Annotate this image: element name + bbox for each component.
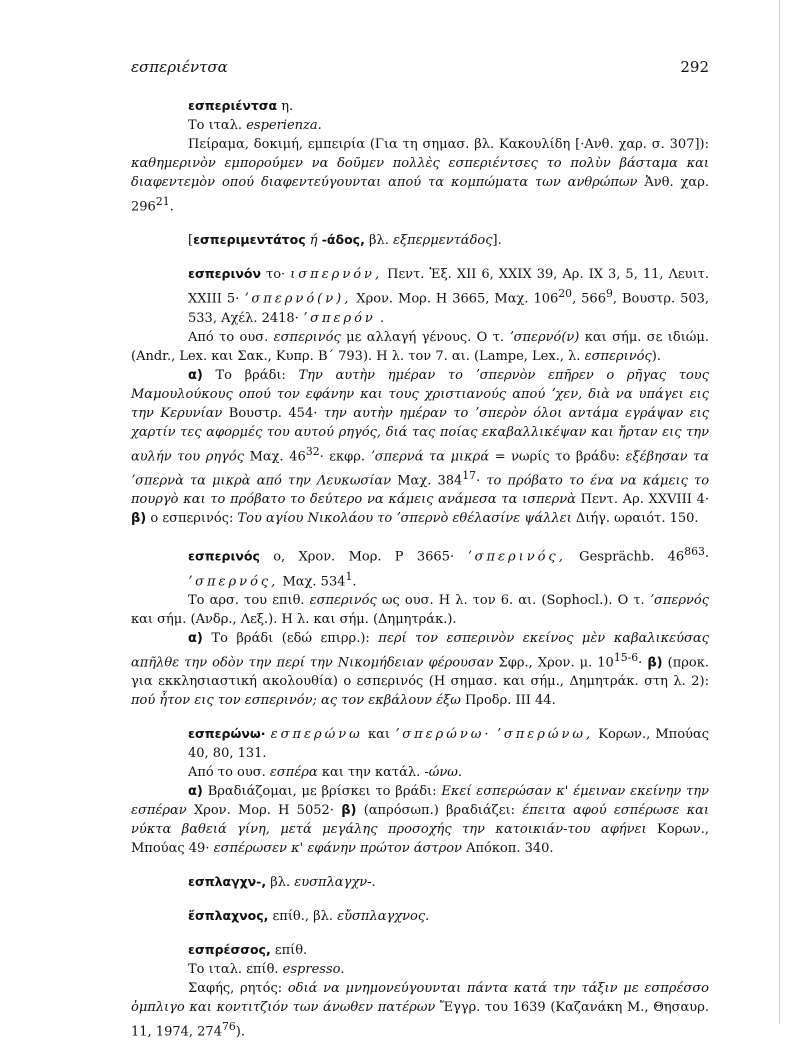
citation: · εκφρ. [319, 448, 371, 464]
variant-form: ʼσπερινός, [467, 549, 566, 565]
etymology-word: ʼσπερνό(ν) [509, 329, 580, 345]
headword-variant: -άδος, [321, 232, 365, 248]
punct: . [169, 199, 174, 215]
etymology-text: Το ιταλ. επίθ. [188, 962, 283, 978]
sense-marker-beta: β) [131, 511, 147, 527]
cross-ref-label: επίθ., βλ. [268, 909, 338, 925]
running-title: εσπεριέντσα [131, 58, 228, 76]
punct: . [375, 310, 385, 326]
variant-form: ʼσπερώνω· [395, 727, 492, 743]
dictionary-column [131, 96, 709, 1056]
etymology [131, 328, 709, 366]
etymology-word: -ώνω. [424, 765, 463, 781]
citation-sup: 21 [155, 195, 170, 208]
etymology [131, 116, 709, 135]
sense-definition: (προκ. για εκκλησιαστική ακολουθία) ο εσπερινός (Η σημασ. και σήμ., Δημητράκ. στη λ. 2): [131, 655, 709, 690]
citation: ο, Χρον. Μορ. Ρ 3665· [259, 549, 468, 565]
citation: Μαχ. 384 [391, 473, 463, 489]
connector: ή [305, 233, 322, 249]
sense-marker-alpha: α) [188, 784, 203, 800]
citation: Μαχ. 534 [278, 573, 346, 589]
citation: , 566 [572, 291, 606, 307]
entry-headline [188, 264, 709, 327]
cross-ref-word: ευσπλαγχν-. [294, 875, 376, 891]
citation: Διήγ. ωραιότ. 150. [571, 511, 699, 527]
entry-esplachnos [131, 906, 709, 926]
etymology-text: Από το ουσ. [188, 765, 270, 781]
senses [131, 366, 709, 529]
cross-ref-label: βλ. [266, 875, 295, 891]
variant-form: ʼσπερώνω, [496, 727, 594, 743]
citation: Προδρ. III 44. [460, 693, 556, 709]
quotation: περί τον εσπερινὸν εκείνος μὲν καβαλικεύσας απῆλθε την οδὸν την περί την Νικομήδειαν φέρουσαν [131, 630, 709, 671]
etymology-word: εσπερινός [584, 348, 652, 364]
citation: Πεντ. Αρ. XXVIII 4· [575, 492, 709, 508]
bracket: ]. [492, 233, 502, 249]
cross-ref-word: εὔσπλαγχνος. [337, 909, 430, 925]
etymology-word: εσπερινός [273, 329, 341, 345]
cross-ref-label: βλ. [364, 233, 393, 249]
citation: , Βουστρ. 503, 533, Αχέλ. 2418· [188, 291, 710, 326]
entry-esperientsa [131, 96, 709, 216]
sense-marker-alpha: α) [188, 630, 203, 646]
quotation: πού ἦτον εις τον εσπερινόν; ας τον εκβάλουν έξω [131, 693, 461, 709]
citation-sup: 15-6 [613, 650, 639, 664]
citation: Χρον. Μορ. Η 5052· [186, 803, 342, 819]
variant-form: ʼσπερόν [302, 310, 376, 326]
quotation: οδιά να μνημονεύγουνται πάντα κατά την τάξιν με εσπρέσσο ὁμπλιγο και κοντιτζιόν των άνωθεν πατέρων [131, 981, 710, 1016]
quotation: εσπέρωσεν κ' εφάνην πρώτον άστρον [213, 841, 462, 857]
bracket: [ [188, 233, 194, 249]
etymology [131, 960, 709, 979]
quotation: Εκεί εσπερώσαν κ' έμειναν εκείνην την εσπέραν [131, 784, 709, 819]
entry-espressos [131, 940, 709, 1041]
entry-headline [188, 230, 709, 250]
etymology-text: με αλλαγή γένους. Ο τ. [340, 329, 510, 345]
etymology-source-word: espresso. [282, 962, 345, 978]
quotation: Του αγίου Νικολάου το ʼσπερνὸ εθέλασίνε ψάλλει [237, 511, 572, 527]
quotation: Την αυτὴν ημέραν το ʼσπερνὸν επῆρεν ο ρῆγας τους Μαμουλούκους οπού τον εφάνην και τους χριστιανούς απού ʼχεν, διὰ να υπάγει εις την Κερυνίαν [131, 367, 709, 421]
variant-form: ισπερνόν, [290, 267, 383, 283]
headword: εσπεριέντσα [188, 98, 278, 113]
punct: ). [235, 1024, 245, 1040]
citation: Πεντ. Ἐξ. XII 6, XXIX 39, Αρ. IX 3, 5, 11, Λευιτ. XXIII 5· [188, 267, 709, 307]
sense-definition: ο εσπερινός: [146, 511, 238, 527]
citation-sup: 76 [221, 1020, 236, 1034]
sense-marker-beta: β) [647, 655, 663, 671]
page-edge-rule [779, 0, 780, 1024]
etymology-text: Το ιταλ. [188, 118, 247, 133]
entry-esperinon [131, 264, 709, 528]
citation-sup: 9 [605, 287, 613, 301]
citation: Μαχ. 46 [244, 448, 306, 464]
citation: Χρον. Μορ. Η 3665, Μαχ. 106 [351, 291, 559, 307]
etymology-text: Από το ουσ. [188, 329, 274, 345]
citation: Gesprächb. 46 [565, 549, 685, 565]
citation: Απόκοπ. 340. [461, 841, 554, 857]
headword: εσπεριμεντάτος [193, 232, 306, 248]
variant-form: ʼσπερνό(ν), [244, 291, 352, 307]
etymology-word: εσπερινός [309, 592, 377, 608]
entry-esperono [131, 724, 709, 858]
etymology-word: ʼσπερνός [649, 592, 709, 608]
punct: · [704, 549, 710, 565]
entry-headline [188, 872, 709, 892]
quotation: το πρόβατο το ένα να κάμεις το πουργὸ και το πρόβατο το δεύτερο να κάμεις ανάμεσα τα ισπερνὰ [131, 473, 710, 508]
citation-sup: 1 [345, 569, 353, 583]
etymology-text: και την κατάλ. [317, 765, 425, 781]
sense-definition: Το βράδι (εδώ επιρρ.): [202, 630, 379, 646]
citation: Ἀνθ. χαρ. 296 [131, 175, 709, 215]
gender: το· [260, 267, 291, 283]
etymology [131, 763, 709, 782]
citation: Κορων., Μπούας 40, 80, 131. [188, 727, 710, 762]
sense-marker-beta: β) [341, 803, 357, 819]
definition-text: Πείραμα, δοκιμή, εμπειρία (Για τη σημασ. βλ. Κακουλίδη [·Ανθ. χαρ. σ. 307]): [188, 137, 709, 152]
quotation: εξέβησαν τα ʼσπερνὰ τα μικρὰ από την Λευκωσίαν [131, 448, 710, 489]
punct: · [476, 473, 487, 489]
headword: ἔσπλαχνος, [188, 908, 269, 924]
headword: εσπρέσσος, [188, 942, 271, 958]
expression: ʼσπερνά τα μικρά [370, 448, 490, 464]
citation-sup: 32 [305, 444, 320, 458]
sense-definition: Βραδιάζομαι, με βρίσκει το βράδι: [202, 784, 442, 800]
punct: ). [651, 348, 661, 364]
punct: · [638, 655, 648, 671]
variant-form: εσπερώνω [270, 727, 363, 743]
sense-definition: (απρόσωπ.) βραδιάζει: [356, 803, 523, 819]
quotation: την αυτὴν ημέραν το ʼσπερὸν όλοι αντάμα εγράψαν εις χαρτίν τες αφορμές του αυτού ρηγός, διά τας ποίας εκαβαλλικέψαν και ἤρταν εις την αυλήν του ρηγός [131, 405, 709, 464]
citation-sup: 17 [462, 468, 477, 482]
punct: . [352, 573, 357, 589]
headword: εσπλαγχν-, [188, 874, 267, 890]
definition [131, 979, 709, 1041]
headword: εσπερινός [188, 548, 260, 564]
senses [131, 629, 709, 710]
citation: Ἔγγρ. του 1639 (Καζανάκη Μ., Θησαυρ. 11, 1974, 274 [131, 1000, 709, 1040]
entry-headline [188, 906, 709, 926]
headword-gender: η. [277, 99, 294, 114]
quotation: καθημερινὸν εμπορούμεν να δοῦμεν πολλὲς εσπεριέντσες το πολὺν βάσταμα και διαφεντεμὸν οπού διαφεντεύγουνται απού τα κομπώματα των ανθρώπων [131, 156, 709, 190]
page-number: 292 [680, 58, 709, 76]
entry-headline [188, 96, 709, 116]
running-header [131, 58, 709, 76]
citation: Βουστρ. 454· [222, 405, 324, 421]
cross-ref-word: εξπερμεντάδος [392, 233, 493, 249]
entry-esperimentatos [131, 230, 709, 250]
etymology-source-word: esperienza. [246, 118, 322, 133]
citation-sup: 20 [558, 287, 573, 301]
headword: εσπερώνω· [188, 726, 266, 742]
etymology-text: και σήμ. (Ανδρ., Λεξ.). Η λ. και σήμ. (Δημητράκ.). [131, 611, 457, 627]
senses [131, 782, 709, 858]
entry-headline [188, 724, 709, 763]
etymology-word: εσπέρα [269, 765, 318, 781]
headword: εσπερινόν [188, 266, 261, 282]
variant-form: ʼσπερνός, [188, 573, 279, 589]
definition-text: Σαφής, ρητός: [188, 981, 288, 997]
etymology-text: Το αρσ. του επιθ. [188, 592, 310, 608]
entry-headline [188, 542, 709, 591]
citation: Κορων., Μπούας 49· [131, 822, 709, 857]
entry-esperinos [131, 542, 709, 710]
sense-marker-alpha: α) [188, 367, 203, 383]
part-of-speech: επίθ. [270, 943, 308, 959]
entry-headline [188, 940, 709, 960]
connector: και [362, 727, 396, 743]
entry-esplagchn [131, 872, 709, 892]
definition [131, 135, 709, 216]
etymology-text: και σήμ. σε ιδιώμ. (Andr., Lex. και Σακ., Κυπρ. Β΄ 793). Η λ. τον 7. αι. (Lampe, Lex., λ. [131, 329, 709, 364]
etymology-text: ως ουσ. Η λ. τον 6. αι. (Sophocl.). Ο τ. [376, 592, 650, 608]
sense-definition: Το βράδι: [202, 367, 299, 383]
sense-definition: = νωρίς το βράδυ: [489, 448, 626, 464]
quotation: έπειτα αφού εσπέρωσε και νύκτα βαθειά γίνη, μετά μεγάλης προσοχής την κατοικιάν-του αφήνει [131, 803, 710, 838]
citation-sup: 863 [684, 545, 705, 559]
etymology [131, 591, 709, 629]
citation: Σφρ., Χρον. μ. 10 [493, 655, 614, 671]
